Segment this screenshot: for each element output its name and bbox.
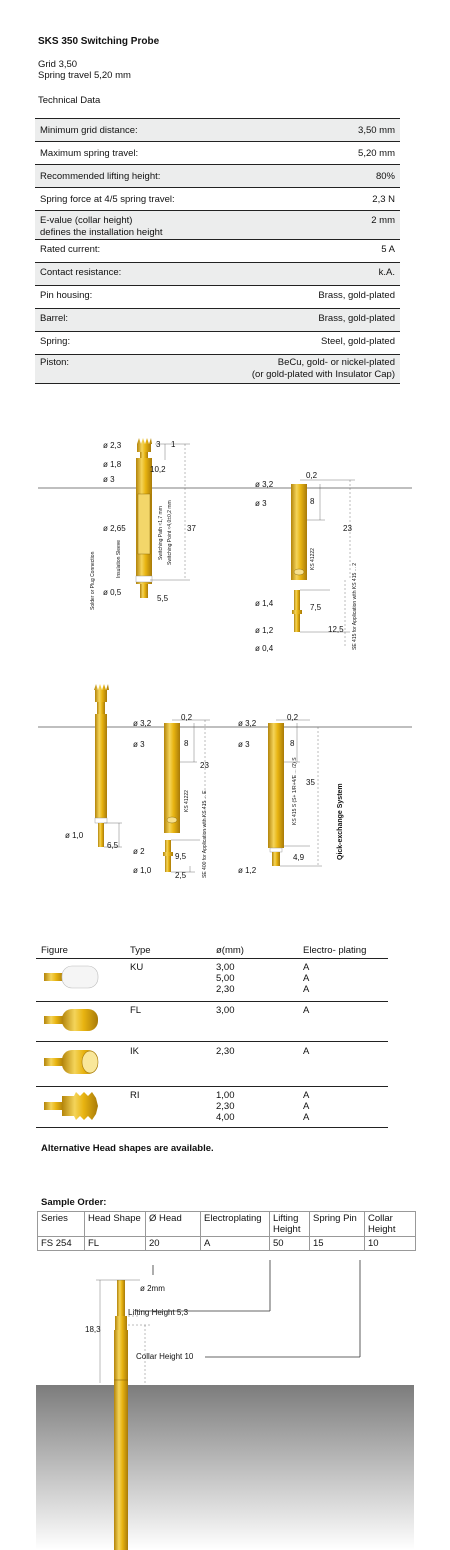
travel-label: Spring travel 5,20 mm <box>38 70 131 81</box>
type-cell: KU <box>130 962 144 973</box>
spec-row: Spring: Steel, gold-plated <box>40 336 395 347</box>
vertical-label: Solder or Plug Connection <box>90 551 96 610</box>
dim-label: 23 <box>200 761 209 770</box>
vertical-label: KS 41222 <box>310 548 316 570</box>
dim-label: ø 2 <box>133 847 145 856</box>
dim-label: ø 3 <box>133 740 145 749</box>
grid-label: Grid 3,50 <box>38 59 78 70</box>
drawing-receptacles <box>0 680 450 880</box>
dim-label: 2,5 <box>175 871 187 880</box>
col-header: ø(mm) <box>216 945 244 956</box>
type-cell: FL <box>130 1005 142 1016</box>
dim-label: ø 3 <box>255 499 267 508</box>
dim-label: ø 0,5 <box>103 588 122 597</box>
spec-row: Spring force at 4/5 spring travel: 2,3 N <box>40 194 395 205</box>
dim-label: 8 <box>290 739 295 748</box>
size-cell: 1,00 2,30 4,00 <box>216 1090 235 1123</box>
dim-label: 7,5 <box>310 603 322 612</box>
section-title: Technical Data <box>38 95 101 106</box>
vertical-label: SE 415 for Application with KS 415 ... 2 <box>352 563 358 650</box>
dim-label: ø 3 <box>103 475 115 484</box>
lifting-height-label: Lifting Height 5,3 <box>128 1308 189 1317</box>
type-cell: RI <box>130 1090 140 1101</box>
dim-label: 0,2 <box>287 713 299 722</box>
head-shapes-note: Alternative Head shapes are available. <box>41 1143 214 1154</box>
table-row: FS 254 FL 20 A 50 15 10 <box>38 1237 416 1251</box>
head-ri-image <box>40 1090 100 1122</box>
dim-label: ø 1,4 <box>255 599 274 608</box>
spec-row: E-value (collar height) defines the installation height 2 mm <box>35 211 400 239</box>
dim-label: 5,5 <box>157 594 169 603</box>
col-header: Type <box>130 945 151 956</box>
dim-label: 1 <box>171 440 176 449</box>
spec-row: Barrel: Brass, gold-plated <box>35 309 400 331</box>
col-header: Electro- plating <box>303 945 367 956</box>
sample-order-title: Sample Order: <box>41 1197 107 1208</box>
vertical-label: Switching Point ≈4,0±0,2 mm <box>167 500 173 565</box>
dim-label: ø 3,2 <box>133 719 152 728</box>
dim-label: 9,5 <box>175 852 187 861</box>
dim-label: ø 3,2 <box>255 480 274 489</box>
dim-label: 0,2 <box>306 471 318 480</box>
collar-height-label: Collar Height 10 <box>136 1352 194 1361</box>
size-cell: 3,00 5,00 2,30 <box>216 962 235 995</box>
vertical-label: Qick-exchange System <box>337 783 344 860</box>
spec-row: Rated current: 5 A <box>40 244 395 255</box>
head-ik-image <box>40 1046 100 1078</box>
dim-label: ø 1,0 <box>65 831 84 840</box>
spec-row: Maximum spring travel: 5,20 mm <box>40 148 395 159</box>
dim-label: 8 <box>310 497 315 506</box>
vertical-label: Insulation Sleeve <box>116 539 122 578</box>
dim-label: 6,5 <box>107 841 119 850</box>
type-cell: IK <box>130 1046 139 1057</box>
length-label: 18,3 <box>85 1325 101 1334</box>
dim-label: 37 <box>187 524 196 533</box>
vertical-label: KS 41222 <box>184 790 190 812</box>
head-fl-image <box>40 1005 100 1035</box>
spec-row: Recommended lifting height: 80% <box>35 165 400 187</box>
drawing-switching-probe <box>0 400 450 660</box>
spec-row: Piston: BeCu, gold- or nickel-plated (or gold-plated with Insulator Cap) <box>35 355 400 383</box>
sample-order-table <box>37 1211 416 1251</box>
col-header: Figure <box>41 945 68 956</box>
plating-cell: A <box>303 1005 310 1016</box>
dim-label: ø 3,2 <box>238 719 257 728</box>
dim-label: ø 3 <box>238 740 250 749</box>
head-ku-image <box>40 962 100 992</box>
dim-label: 4,9 <box>293 853 305 862</box>
page-title: SKS 350 Switching Probe <box>38 36 160 47</box>
dim-label: ø 0,4 <box>255 644 274 653</box>
dim-label: ø 2,65 <box>103 524 126 533</box>
spec-row: Contact resistance: k.A. <box>35 263 400 285</box>
dim-label: ø 2,3 <box>103 441 122 450</box>
size-cell: 2,30 <box>216 1046 235 1057</box>
plating-cell: A A A <box>303 962 310 995</box>
dim-label: ø 1,2 <box>255 626 274 635</box>
vertical-label: SE 400 for Application with KS 415 ... E <box>202 790 208 878</box>
dim-label: 3 <box>156 440 161 449</box>
spec-row: Pin housing: Brass, gold-plated <box>40 290 395 301</box>
dim-label: 10,2 <box>150 465 166 474</box>
dim-label: ø 1,8 <box>103 460 122 469</box>
dim-label: 35 <box>306 778 315 787</box>
size-cell: 3,00 <box>216 1005 235 1016</box>
plating-cell: A <box>303 1046 310 1057</box>
vertical-label: Switching Path ≈1,7 mm <box>158 506 164 560</box>
diameter-label: ø 2mm <box>140 1284 165 1293</box>
dim-label: 8 <box>184 739 189 748</box>
dim-label: ø 1,0 <box>133 866 152 875</box>
dim-label: 12,5 <box>328 625 344 634</box>
plating-cell: A A A <box>303 1090 310 1123</box>
sample-probe-drawing <box>0 1260 450 1550</box>
vertical-label: KS 415 S (S+ 1/R+4/E ... /2) S <box>292 757 298 825</box>
table-row: Series Head Shape Ø Head Electroplating Lifting Height Spring Pin Collar Height <box>38 1212 416 1237</box>
spec-row: Minimum grid distance: 3,50 mm <box>35 119 400 141</box>
dim-label: ø 1,2 <box>238 866 257 875</box>
dim-label: 23 <box>343 524 352 533</box>
dim-label: 0,2 <box>181 713 193 722</box>
